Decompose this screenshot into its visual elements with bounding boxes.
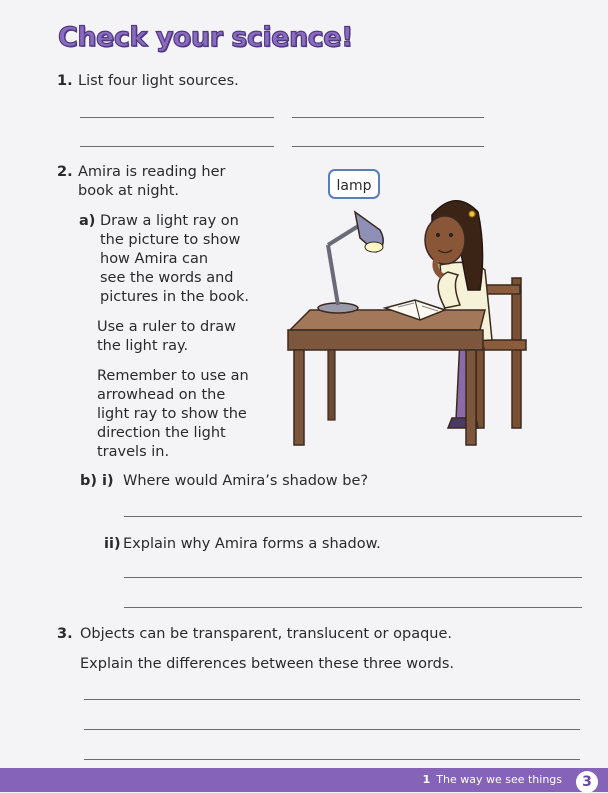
q3-answer-line-3[interactable] (84, 759, 580, 760)
remember-line-1: Remember to use an (97, 368, 249, 384)
q1-answer-line-1[interactable] (80, 117, 274, 118)
q2-intro-line-1: Amira is reading her (78, 164, 226, 180)
footer-chapter (423, 773, 562, 786)
q1-answer-line-4[interactable] (292, 146, 484, 147)
remember-line-5: travels in. (97, 444, 170, 460)
remember-line-2: arrowhead on the (97, 387, 226, 403)
q3-text: Objects can be transparent, translucent or opaque. (80, 626, 453, 642)
amira-reading-illustration[interactable] (280, 190, 565, 460)
q1-answer-line-2[interactable] (292, 117, 484, 118)
q2b-i-answer-line[interactable] (124, 516, 582, 517)
q2a-line-3: how Amira can (100, 251, 209, 267)
remember-line-3: light ray to show the (97, 406, 247, 422)
q2b-i-text: Where would Amira’s shadow be? (123, 473, 369, 489)
q2a-line-2: the picture to show (100, 232, 241, 248)
q3-answer-line-1[interactable] (84, 699, 580, 700)
q2b-ii-text: Explain why Amira forms a shadow. (123, 536, 381, 552)
q2a-label: a) (79, 213, 96, 229)
q2-number: 2. (57, 164, 73, 180)
q2a-line-1: Draw a light ray on (100, 213, 239, 229)
q2b-ii-answer-line-2[interactable] (124, 607, 582, 608)
q1-number: 1. (57, 73, 73, 89)
q1-text: List four light sources. (78, 73, 239, 89)
page-title: Check your science! (58, 22, 353, 53)
page-number: 3 (576, 771, 598, 793)
q2a-line-4: see the words and (100, 270, 234, 286)
q3-answer-line-2[interactable] (84, 729, 580, 730)
q1-answer-line-3[interactable] (80, 146, 274, 147)
ruler-line-2: the light ray. (97, 338, 189, 354)
q2b-i-label: b) i) (80, 473, 114, 489)
footer-chapter-title: The way we see things (436, 773, 562, 786)
q2a-line-5: pictures in the book. (100, 289, 249, 305)
q3-instruction: Explain the differences between these three words. (80, 656, 455, 672)
q2b-ii-label: ii) (104, 536, 121, 552)
q2-intro-line-2: book at night. (78, 183, 180, 199)
ruler-line-1: Use a ruler to draw (97, 319, 236, 335)
q2b-ii-answer-line-1[interactable] (124, 577, 582, 578)
lamp-label-tag: lamp (328, 169, 380, 199)
q3-number: 3. (57, 626, 73, 642)
remember-line-4: direction the light (97, 425, 226, 441)
footer-chapter-number: 1 (422, 773, 431, 786)
